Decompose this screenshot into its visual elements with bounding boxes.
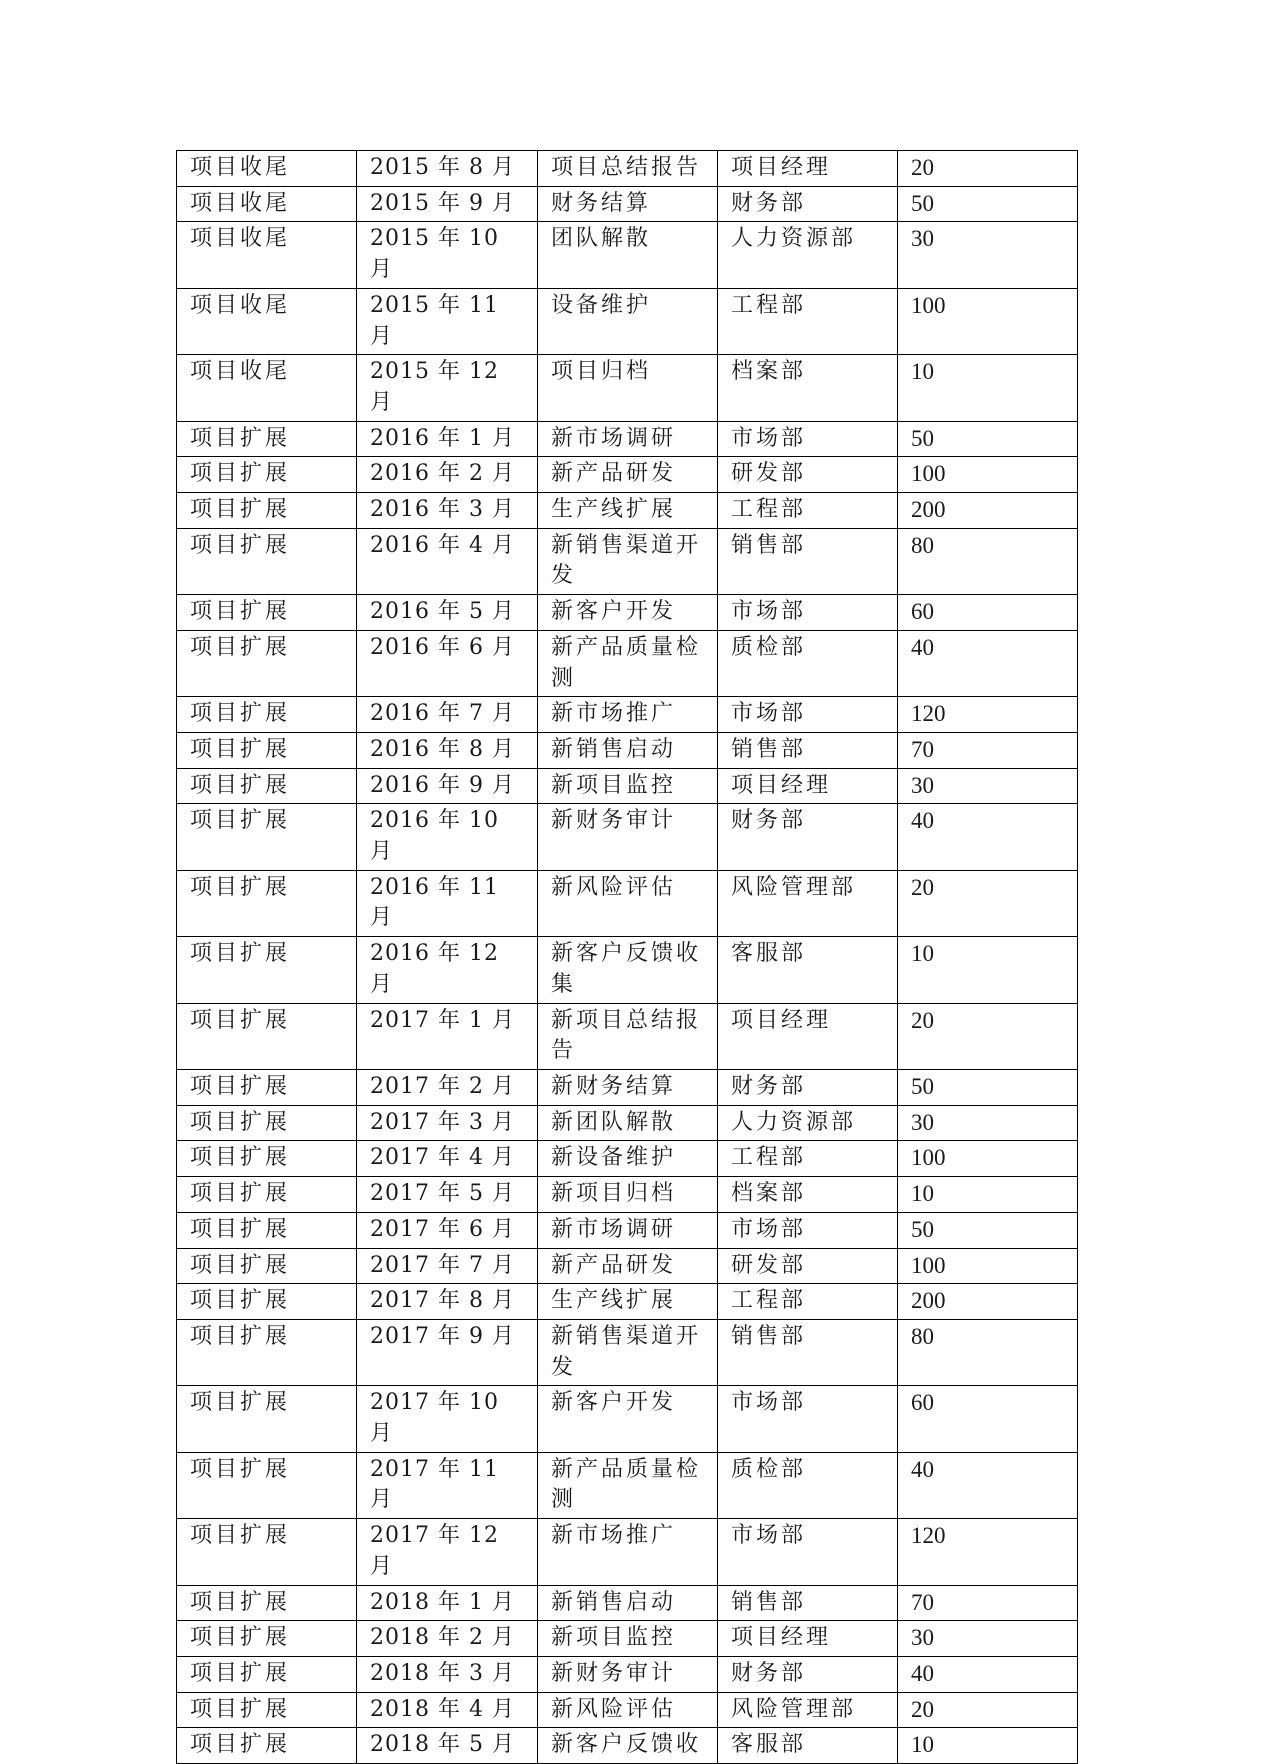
department-cell: 市场部 bbox=[718, 421, 898, 457]
task-cell: 新团队解散 bbox=[538, 1105, 718, 1141]
amount-cell: 20 bbox=[898, 870, 1078, 936]
department-cell: 项目经理 bbox=[718, 1003, 898, 1069]
date-cell: 2016 年 12 月 bbox=[357, 937, 538, 1003]
date-cell: 2018 年 3 月 bbox=[357, 1656, 538, 1692]
date-cell: 2016 年 9 月 bbox=[357, 768, 538, 804]
phase-cell: 项目收尾 bbox=[177, 355, 357, 421]
department-cell: 档案部 bbox=[718, 355, 898, 421]
department-cell: 市场部 bbox=[718, 1386, 898, 1452]
phase-cell: 项目扩展 bbox=[177, 937, 357, 1003]
date-cell: 2018 年 2 月 bbox=[357, 1621, 538, 1657]
date-cell: 2017 年 7 月 bbox=[357, 1248, 538, 1284]
date-cell: 2017 年 5 月 bbox=[357, 1177, 538, 1213]
amount-cell: 20 bbox=[898, 151, 1078, 187]
phase-cell: 项目扩展 bbox=[177, 768, 357, 804]
date-cell: 2017 年 11 月 bbox=[357, 1452, 538, 1518]
table-row bbox=[177, 1141, 1078, 1177]
department-cell: 销售部 bbox=[718, 1319, 898, 1385]
amount-cell: 20 bbox=[898, 1003, 1078, 1069]
amount-cell: 30 bbox=[898, 768, 1078, 804]
table-row bbox=[177, 1386, 1078, 1452]
phase-cell: 项目扩展 bbox=[177, 421, 357, 457]
date-cell: 2016 年 7 月 bbox=[357, 697, 538, 733]
amount-cell: 10 bbox=[898, 355, 1078, 421]
amount-cell: 30 bbox=[898, 222, 1078, 288]
table-row bbox=[177, 630, 1078, 696]
amount-cell: 50 bbox=[898, 186, 1078, 222]
phase-cell: 项目扩展 bbox=[177, 1212, 357, 1248]
table-row bbox=[177, 870, 1078, 936]
department-cell: 市场部 bbox=[718, 1212, 898, 1248]
amount-cell: 80 bbox=[898, 528, 1078, 594]
phase-cell: 项目扩展 bbox=[177, 1656, 357, 1692]
table-row bbox=[177, 421, 1078, 457]
date-cell: 2017 年 12 月 bbox=[357, 1519, 538, 1585]
task-cell: 新风险评估 bbox=[538, 1692, 718, 1728]
table-row bbox=[177, 457, 1078, 493]
phase-cell: 项目扩展 bbox=[177, 630, 357, 696]
amount-cell: 40 bbox=[898, 630, 1078, 696]
phase-cell: 项目扩展 bbox=[177, 528, 357, 594]
amount-cell: 10 bbox=[898, 1177, 1078, 1213]
date-cell: 2015 年 8 月 bbox=[357, 151, 538, 187]
department-cell: 财务部 bbox=[718, 804, 898, 870]
date-cell: 2015 年 11 月 bbox=[357, 288, 538, 354]
phase-cell: 项目扩展 bbox=[177, 1248, 357, 1284]
phase-cell: 项目扩展 bbox=[177, 493, 357, 529]
department-cell: 工程部 bbox=[718, 1141, 898, 1177]
table-row bbox=[177, 1003, 1078, 1069]
task-cell: 新项目监控 bbox=[538, 768, 718, 804]
phase-cell: 项目扩展 bbox=[177, 1319, 357, 1385]
phase-cell: 项目扩展 bbox=[177, 870, 357, 936]
task-cell: 新财务审计 bbox=[538, 1656, 718, 1692]
department-cell: 工程部 bbox=[718, 288, 898, 354]
department-cell: 研发部 bbox=[718, 1248, 898, 1284]
date-cell: 2016 年 6 月 bbox=[357, 630, 538, 696]
phase-cell: 项目扩展 bbox=[177, 1386, 357, 1452]
table-row bbox=[177, 1728, 1078, 1764]
task-cell: 新设备维护 bbox=[538, 1141, 718, 1177]
task-cell: 新产品研发 bbox=[538, 1248, 718, 1284]
table-row bbox=[177, 288, 1078, 354]
task-cell: 新销售启动 bbox=[538, 1585, 718, 1621]
table-row bbox=[177, 1656, 1078, 1692]
department-cell: 质检部 bbox=[718, 630, 898, 696]
table-row bbox=[177, 528, 1078, 594]
task-cell: 新项目监控 bbox=[538, 1621, 718, 1657]
phase-cell: 项目扩展 bbox=[177, 1284, 357, 1320]
department-cell: 销售部 bbox=[718, 732, 898, 768]
date-cell: 2017 年 4 月 bbox=[357, 1141, 538, 1177]
phase-cell: 项目扩展 bbox=[177, 1621, 357, 1657]
task-cell: 新财务结算 bbox=[538, 1069, 718, 1105]
phase-cell: 项目扩展 bbox=[177, 1585, 357, 1621]
task-cell: 项目总结报告 bbox=[538, 151, 718, 187]
task-cell: 新产品质量检测 bbox=[538, 630, 718, 696]
task-cell: 新产品研发 bbox=[538, 457, 718, 493]
department-cell: 市场部 bbox=[718, 697, 898, 733]
amount-cell: 40 bbox=[898, 1656, 1078, 1692]
department-cell: 市场部 bbox=[718, 1519, 898, 1585]
task-cell: 新市场推广 bbox=[538, 697, 718, 733]
table-row bbox=[177, 1692, 1078, 1728]
task-cell: 生产线扩展 bbox=[538, 493, 718, 529]
table-body bbox=[177, 151, 1078, 1764]
amount-cell: 60 bbox=[898, 595, 1078, 631]
date-cell: 2015 年 12 月 bbox=[357, 355, 538, 421]
table-row bbox=[177, 1105, 1078, 1141]
amount-cell: 40 bbox=[898, 804, 1078, 870]
department-cell: 人力资源部 bbox=[718, 1105, 898, 1141]
task-cell: 新市场调研 bbox=[538, 421, 718, 457]
task-cell: 新项目总结报告 bbox=[538, 1003, 718, 1069]
table-row bbox=[177, 697, 1078, 733]
amount-cell: 200 bbox=[898, 1284, 1078, 1320]
task-cell: 新财务审计 bbox=[538, 804, 718, 870]
table-row bbox=[177, 355, 1078, 421]
amount-cell: 10 bbox=[898, 937, 1078, 1003]
department-cell: 项目经理 bbox=[718, 768, 898, 804]
task-cell: 团队解散 bbox=[538, 222, 718, 288]
table-row bbox=[177, 732, 1078, 768]
task-cell: 新销售渠道开发 bbox=[538, 1319, 718, 1385]
department-cell: 项目经理 bbox=[718, 1621, 898, 1657]
date-cell: 2017 年 6 月 bbox=[357, 1212, 538, 1248]
department-cell: 档案部 bbox=[718, 1177, 898, 1213]
phase-cell: 项目扩展 bbox=[177, 595, 357, 631]
table-row bbox=[177, 222, 1078, 288]
department-cell: 财务部 bbox=[718, 1069, 898, 1105]
task-cell: 新产品质量检测 bbox=[538, 1452, 718, 1518]
task-cell: 新市场调研 bbox=[538, 1212, 718, 1248]
department-cell: 财务部 bbox=[718, 1656, 898, 1692]
date-cell: 2016 年 8 月 bbox=[357, 732, 538, 768]
amount-cell: 30 bbox=[898, 1621, 1078, 1657]
department-cell: 人力资源部 bbox=[718, 222, 898, 288]
table-row bbox=[177, 1519, 1078, 1585]
department-cell: 客服部 bbox=[718, 937, 898, 1003]
task-cell: 新客户反馈收 bbox=[538, 1728, 718, 1764]
table-row bbox=[177, 1452, 1078, 1518]
amount-cell: 100 bbox=[898, 457, 1078, 493]
department-cell: 工程部 bbox=[718, 1284, 898, 1320]
date-cell: 2016 年 2 月 bbox=[357, 457, 538, 493]
phase-cell: 项目收尾 bbox=[177, 151, 357, 187]
department-cell: 研发部 bbox=[718, 457, 898, 493]
date-cell: 2015 年 10 月 bbox=[357, 222, 538, 288]
date-cell: 2016 年 10 月 bbox=[357, 804, 538, 870]
phase-cell: 项目扩展 bbox=[177, 1177, 357, 1213]
table-row bbox=[177, 804, 1078, 870]
phase-cell: 项目扩展 bbox=[177, 697, 357, 733]
phase-cell: 项目收尾 bbox=[177, 186, 357, 222]
date-cell: 2016 年 11 月 bbox=[357, 870, 538, 936]
date-cell: 2017 年 8 月 bbox=[357, 1284, 538, 1320]
task-cell: 生产线扩展 bbox=[538, 1284, 718, 1320]
amount-cell: 80 bbox=[898, 1319, 1078, 1385]
table-row bbox=[177, 1621, 1078, 1657]
phase-cell: 项目扩展 bbox=[177, 1105, 357, 1141]
phase-cell: 项目收尾 bbox=[177, 222, 357, 288]
amount-cell: 50 bbox=[898, 1212, 1078, 1248]
amount-cell: 40 bbox=[898, 1452, 1078, 1518]
task-cell: 新项目归档 bbox=[538, 1177, 718, 1213]
amount-cell: 200 bbox=[898, 493, 1078, 529]
phase-cell: 项目扩展 bbox=[177, 1069, 357, 1105]
date-cell: 2018 年 1 月 bbox=[357, 1585, 538, 1621]
department-cell: 工程部 bbox=[718, 493, 898, 529]
date-cell: 2017 年 3 月 bbox=[357, 1105, 538, 1141]
department-cell: 质检部 bbox=[718, 1452, 898, 1518]
task-cell: 新客户开发 bbox=[538, 595, 718, 631]
task-cell: 财务结算 bbox=[538, 186, 718, 222]
amount-cell: 100 bbox=[898, 1141, 1078, 1177]
phase-cell: 项目扩展 bbox=[177, 804, 357, 870]
amount-cell: 30 bbox=[898, 1105, 1078, 1141]
task-cell: 新销售渠道开发 bbox=[538, 528, 718, 594]
date-cell: 2017 年 1 月 bbox=[357, 1003, 538, 1069]
phase-cell: 项目扩展 bbox=[177, 1519, 357, 1585]
amount-cell: 120 bbox=[898, 1519, 1078, 1585]
project-schedule-table bbox=[176, 150, 1078, 1764]
table-row bbox=[177, 1069, 1078, 1105]
date-cell: 2017 年 10 月 bbox=[357, 1386, 538, 1452]
task-cell: 设备维护 bbox=[538, 288, 718, 354]
department-cell: 风险管理部 bbox=[718, 870, 898, 936]
table-row bbox=[177, 1248, 1078, 1284]
table-row bbox=[177, 1319, 1078, 1385]
table-row bbox=[177, 1177, 1078, 1213]
amount-cell: 100 bbox=[898, 288, 1078, 354]
phase-cell: 项目收尾 bbox=[177, 288, 357, 354]
phase-cell: 项目扩展 bbox=[177, 1692, 357, 1728]
date-cell: 2015 年 9 月 bbox=[357, 186, 538, 222]
task-cell: 新市场推广 bbox=[538, 1519, 718, 1585]
task-cell: 新销售启动 bbox=[538, 732, 718, 768]
task-cell: 新客户开发 bbox=[538, 1386, 718, 1452]
phase-cell: 项目扩展 bbox=[177, 1452, 357, 1518]
amount-cell: 120 bbox=[898, 697, 1078, 733]
date-cell: 2016 年 4 月 bbox=[357, 528, 538, 594]
amount-cell: 100 bbox=[898, 1248, 1078, 1284]
task-cell: 新风险评估 bbox=[538, 870, 718, 936]
date-cell: 2016 年 3 月 bbox=[357, 493, 538, 529]
department-cell: 客服部 bbox=[718, 1728, 898, 1764]
table-row bbox=[177, 1212, 1078, 1248]
phase-cell: 项目扩展 bbox=[177, 1141, 357, 1177]
table-row bbox=[177, 768, 1078, 804]
date-cell: 2017 年 9 月 bbox=[357, 1319, 538, 1385]
phase-cell: 项目扩展 bbox=[177, 1003, 357, 1069]
table-row bbox=[177, 595, 1078, 631]
date-cell: 2016 年 1 月 bbox=[357, 421, 538, 457]
department-cell: 风险管理部 bbox=[718, 1692, 898, 1728]
table-row bbox=[177, 493, 1078, 529]
date-cell: 2018 年 5 月 bbox=[357, 1728, 538, 1764]
table-row bbox=[177, 1284, 1078, 1320]
amount-cell: 50 bbox=[898, 1069, 1078, 1105]
task-cell: 项目归档 bbox=[538, 355, 718, 421]
table-row bbox=[177, 186, 1078, 222]
date-cell: 2017 年 2 月 bbox=[357, 1069, 538, 1105]
department-cell: 财务部 bbox=[718, 186, 898, 222]
amount-cell: 50 bbox=[898, 421, 1078, 457]
table-row bbox=[177, 937, 1078, 1003]
date-cell: 2016 年 5 月 bbox=[357, 595, 538, 631]
table-row bbox=[177, 151, 1078, 187]
amount-cell: 60 bbox=[898, 1386, 1078, 1452]
department-cell: 项目经理 bbox=[718, 151, 898, 187]
department-cell: 销售部 bbox=[718, 1585, 898, 1621]
amount-cell: 70 bbox=[898, 732, 1078, 768]
phase-cell: 项目扩展 bbox=[177, 457, 357, 493]
phase-cell: 项目扩展 bbox=[177, 1728, 357, 1764]
amount-cell: 70 bbox=[898, 1585, 1078, 1621]
table-row bbox=[177, 1585, 1078, 1621]
department-cell: 销售部 bbox=[718, 528, 898, 594]
department-cell: 市场部 bbox=[718, 595, 898, 631]
phase-cell: 项目扩展 bbox=[177, 732, 357, 768]
date-cell: 2018 年 4 月 bbox=[357, 1692, 538, 1728]
amount-cell: 20 bbox=[898, 1692, 1078, 1728]
amount-cell: 10 bbox=[898, 1728, 1078, 1764]
task-cell: 新客户反馈收集 bbox=[538, 937, 718, 1003]
